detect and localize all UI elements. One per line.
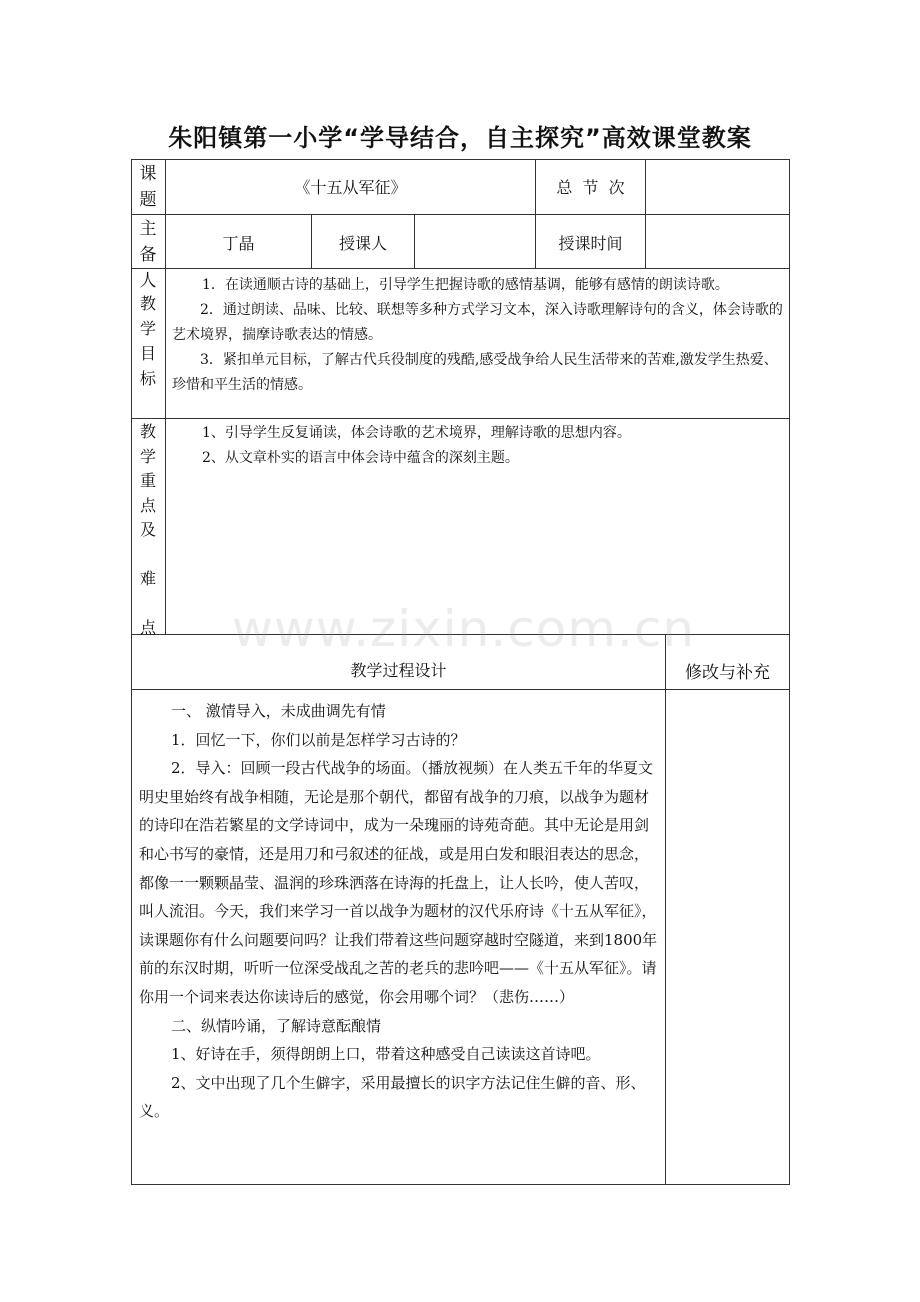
process-paragraph: 一、 激情导入，未成曲调先有情 (171, 702, 386, 720)
key-points-content (172, 421, 784, 471)
table-border-bottom (131, 1184, 790, 1185)
process-paragraph: 二、纵情吟诵，了解诗意酝酿情 (171, 1016, 382, 1035)
objective-item: 1．在读通顺古诗的基础上，引导学生把握诗歌的感情基调，能够有感情的朗读诗歌。 (202, 277, 729, 293)
preparer-label: 主备人 (139, 219, 157, 291)
table-border-top (131, 159, 790, 160)
watermark: www.zixin.com.cn (232, 600, 696, 658)
objectives-content (172, 273, 784, 398)
process-paragraph: 2、文中出现了几个生僻字，采用最擅长的识字方法记住生僻的音、形、义。 (139, 1073, 646, 1121)
objective-item: 2．通过朗读、品味、比较、联想等多种方式学习文本，深入诗歌理解诗句的含义，体会诗歌的艺术境界，揣摩诗歌表达的情感。 (172, 302, 783, 343)
page-title: 朱阳镇第一小学“学导结合，自主探究”高效课堂教案 (168, 124, 752, 152)
key-point-item: 1、引导学生反复诵读，体会诗歌的艺术境界，理解诗歌的思想内容。 (202, 425, 631, 441)
objectives-label: 教 学 目 标 (139, 294, 156, 388)
lesson-title-label: 课题 (139, 164, 157, 210)
table-border-right (789, 159, 790, 1184)
lesson-title: 《十五从军征》 (294, 178, 407, 197)
class-time-label: 授课时间 (558, 234, 623, 253)
total-sessions-label: 总 节 次 (556, 178, 625, 197)
teacher-label: 授课人 (338, 234, 387, 253)
process-paragraph: 1、好诗在手，须得朗朗上口，带着这种感受自己读读这首诗吧。 (171, 1045, 601, 1064)
objective-item: 3．紧扣单元目标，了解古代兵役制度的残酷,感受战争给人民生活带来的苦难,激发学生热爱、珍惜和平生活的情感。 (172, 352, 778, 393)
preparer-name: 丁晶 (222, 234, 255, 253)
revise-heading: 修改与补充 (685, 663, 770, 683)
row-divider (131, 214, 790, 215)
key-points-label: 教 学 重 点 及 难 点 (139, 422, 156, 637)
row-divider (131, 634, 790, 635)
row-divider (131, 268, 790, 269)
col-divider (414, 214, 415, 268)
process-paragraph: 1．回忆一下，你们以前是怎样学习古诗的？ (171, 730, 466, 749)
row-divider (131, 689, 790, 690)
process-content (139, 697, 660, 1126)
process-heading: 教学过程设计 (350, 661, 447, 680)
col-divider (645, 159, 646, 268)
process-paragraph: 2．导入：回顾一段古代战争的场面。（播放视频）在人类五千年的华夏文明史里始终有战争相随，无论是那个朝代，都留有战争的刀痕，以战争为题材的诗印在浩若繁星的文学诗词中，成为一朵瑰丽的诗苑奇葩。其中无论是用剑和心书写的豪情，还是用刀和弓叙述的征战，或是用白发和眼泪表达的思念，都像一一颗颗晶莹、温润的珍珠洒落在诗海的托盘上，让人长吟，使人苦叹，叫人流泪。今天，我们来学习一首以战争为题材的汉代乐府诗《十五从军征》，读课题你有什么问题要问吗？让我们带着这些问题穿越时空隧道，来到1800年前的东汉时期，听听一位深受战乱之苦的老兵的悲吟吧——《十五从军征》。请你用一个词来表达你读诗后的感觉，你会用哪个词？（悲伤……） (139, 759, 658, 1006)
key-point-item: 2、从文章朴实的语言中体会诗中蕴含的深刻主题。 (202, 450, 519, 466)
row-divider (131, 418, 790, 419)
col-divider (665, 634, 666, 1184)
